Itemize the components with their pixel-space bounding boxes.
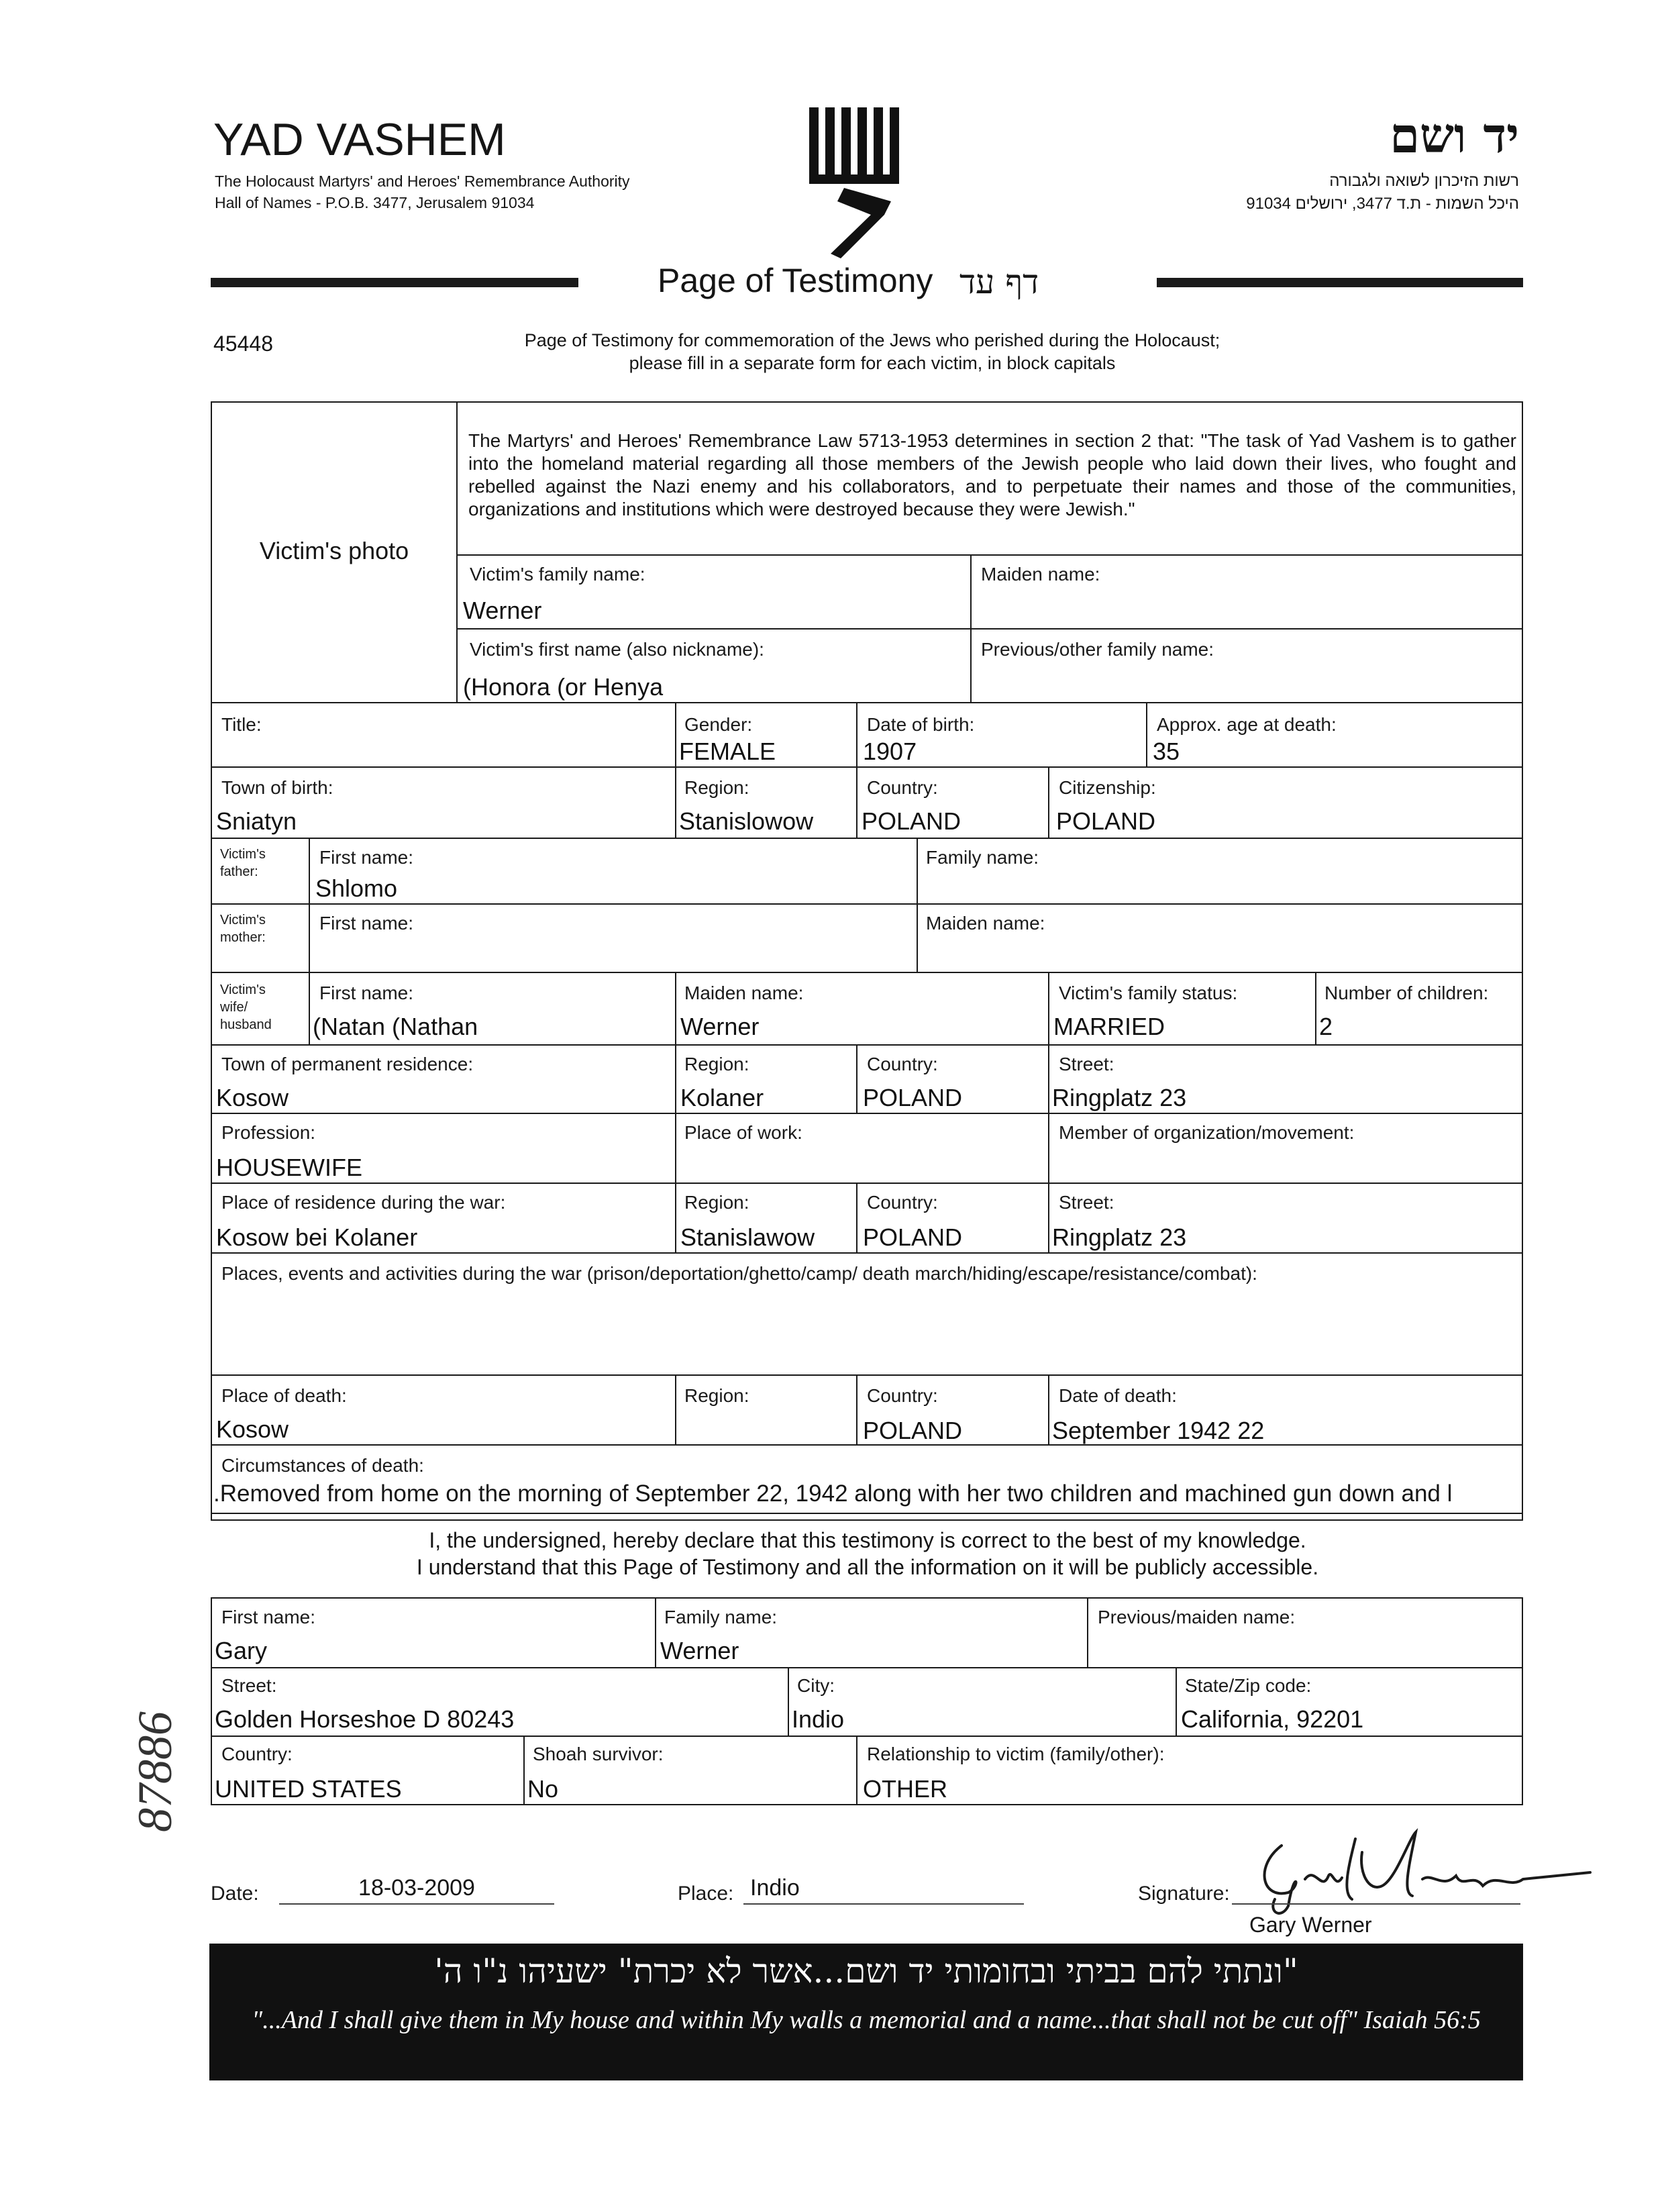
intro-line-1: Page of Testimony for commemoration of the Jews who perished during the Holocaust;: [524, 330, 1220, 350]
war-street-label: Street:: [1059, 1192, 1114, 1213]
family-status-label: Victim's family status:: [1059, 983, 1238, 1003]
signature-printed-name: Gary Werner: [1249, 1913, 1372, 1937]
father-family-name-label: Family name:: [926, 847, 1039, 868]
margin-number: 87886: [128, 1711, 182, 1832]
region-birth-value: Stanislowow: [679, 807, 814, 835]
victim-prev-family-label: Previous/other family name:: [981, 639, 1214, 660]
submitter-country-label: Country:: [221, 1744, 293, 1764]
org-name-en: YAD VASHEM: [213, 114, 506, 165]
war-residence-label: Place of residence during the war:: [221, 1192, 506, 1213]
mother-side-label-2: mother:: [220, 930, 266, 945]
spouse-maiden-name-value: Werner: [680, 1013, 760, 1040]
law-text: The Martyrs' and Heroes' Remembrance Law 5713-1953 determines in section 2 that: "The task of Yad Vashem is to gather into the homeland material regarding all those members of the Jewish people who laid down their lives, who fought and rebelled against the Nazi enemy and his collaborators, and to perpetuate their names and those of the communities, organizations and institutions which were destroyed because they were Jewish.": [468, 430, 1516, 519]
death-place-label: Place of death:: [221, 1385, 347, 1406]
submitter-first-name-value: Gary: [215, 1637, 268, 1664]
header-rule-right: [1157, 278, 1523, 287]
org-address-he: היכל השמות - ת.ד 3477, ירושלים 91034: [1246, 195, 1519, 213]
yad-vashem-menorah-icon: [804, 101, 918, 262]
declaration-line-1: I, the undersigned, hereby declare that this testimony is correct to the best of my knowledge.: [429, 1528, 1306, 1552]
profession-label: Profession:: [221, 1122, 316, 1143]
place-label: Place:: [678, 1882, 734, 1905]
age-value: 35: [1153, 738, 1180, 765]
victim-photo-label: Victim's photo: [259, 537, 409, 564]
victim-first-name-label: Victim's first name (also nickname):: [470, 639, 764, 660]
date-label: Date:: [211, 1882, 259, 1905]
spouse-first-name-label: First name:: [319, 983, 414, 1003]
death-date-label: Date of death:: [1059, 1385, 1177, 1406]
war-residence-value: Kosow bei Kolaner: [216, 1223, 418, 1251]
citizenship-label: Citizenship:: [1059, 777, 1156, 798]
family-status-value: MARRIED: [1053, 1013, 1165, 1040]
submitter-first-name-label: First name:: [221, 1607, 316, 1627]
residence-region-label: Region:: [684, 1054, 749, 1074]
header-rule-left: [211, 278, 578, 287]
relationship-label: Relationship to victim (family/other):: [867, 1744, 1165, 1764]
banner-quote-he: "ונתתי להם בביתי ובחומותי יד ושם...אשר לא יכרת" ישעיהו נ"ו ה': [434, 1952, 1298, 1991]
org-subtitle-he: רשות הזיכרון לשואה ולגבורה: [1329, 172, 1519, 190]
war-street-value: Ringplatz 23: [1052, 1223, 1187, 1251]
residence-street-label: Street:: [1059, 1054, 1114, 1074]
dob-value: 1907: [863, 738, 917, 765]
submitter-prev-label: Previous/maiden name:: [1098, 1607, 1296, 1627]
form-number: 45448: [213, 332, 273, 356]
death-circumstances-value: .Removed from home on the morning of September 22, 1942 along with her two children and machined gun down and l: [213, 1480, 1453, 1507]
spouse-side-label-1: Victim's: [220, 983, 266, 997]
victim-maiden-name-label: Maiden name:: [981, 564, 1100, 585]
form-frame: [211, 401, 1523, 1521]
page-title-he: דף עד: [959, 262, 1039, 301]
signature-label: Signature:: [1138, 1882, 1230, 1905]
death-date-value: September 1942 22: [1052, 1417, 1265, 1444]
residence-region-value: Kolaner: [680, 1084, 764, 1111]
submitter-street-label: Street:: [221, 1675, 277, 1696]
father-side-label-1: Victim's: [220, 847, 266, 862]
death-place-value: Kosow: [216, 1415, 289, 1443]
submitter-city-value: Indio: [792, 1705, 845, 1733]
victim-family-name-value: Werner: [463, 597, 542, 624]
town-birth-label: Town of birth:: [221, 777, 333, 798]
war-places-label: Places, events and activities during the war (prison/deportation/ghetto/camp/ death march/hiding/escape/resistance/combat):: [221, 1263, 1257, 1284]
declaration-line-2: I understand that this Page of Testimony and all the information on it will be publicly accessible.: [416, 1555, 1319, 1579]
gender-value: FEMALE: [679, 738, 776, 765]
submitter-street-value: Golden Horseshoe D 80243: [215, 1705, 515, 1733]
org-subtitle-en: The Holocaust Martyrs' and Heroes' Remembrance Authority: [215, 172, 630, 190]
region-birth-label: Region:: [684, 777, 749, 798]
children-value: 2: [1319, 1013, 1333, 1040]
spouse-first-name-value: (Natan (Nathan: [313, 1013, 478, 1040]
father-side-label-2: father:: [220, 864, 258, 879]
town-birth-value: Sniatyn: [216, 807, 297, 835]
submitter-state-value: California, 92201: [1181, 1705, 1364, 1733]
profession-value: HOUSEWIFE: [216, 1154, 363, 1181]
submitter-family-name-label: Family name:: [664, 1607, 778, 1627]
death-circumstances-label: Circumstances of death:: [221, 1455, 424, 1476]
spouse-side-label-3: husband: [220, 1017, 272, 1032]
intro-line-2: please fill in a separate form for each victim, in block capitals: [629, 353, 1116, 373]
residence-town-value: Kosow: [216, 1084, 289, 1111]
citizenship-value: POLAND: [1056, 807, 1156, 835]
submitter-country-value: UNITED STATES: [215, 1775, 402, 1803]
banner-quote-en: "...And I shall give them in My house and within My walls a memorial and a name...that shall not be cut off" Isaiah 56:5: [252, 2006, 1481, 2034]
submitter-family-name-value: Werner: [660, 1637, 739, 1664]
war-region-value: Stanislawow: [680, 1223, 815, 1251]
war-country-label: Country:: [867, 1192, 938, 1213]
mother-first-name-label: First name:: [319, 913, 414, 934]
member-label: Member of organization/movement:: [1059, 1122, 1355, 1143]
spouse-maiden-name-label: Maiden name:: [684, 983, 804, 1003]
relationship-value: OTHER: [863, 1775, 947, 1803]
death-region-label: Region:: [684, 1385, 749, 1406]
war-region-label: Region:: [684, 1192, 749, 1213]
title-label: Title:: [221, 714, 262, 735]
age-label: Approx. age at death:: [1157, 714, 1337, 735]
mother-side-label-1: Victim's: [220, 913, 266, 927]
place-value: Indio: [750, 1875, 800, 1901]
father-first-name-value: Shlomo: [315, 874, 398, 902]
signature-image: [1241, 1825, 1617, 1926]
father-first-name-label: First name:: [319, 847, 414, 868]
residence-country-label: Country:: [867, 1054, 938, 1074]
org-address-en: Hall of Names - P.O.B. 3477, Jerusalem 91034: [215, 194, 535, 211]
victim-first-name-value: (Honora (or Henya: [463, 673, 664, 701]
victim-family-name-label: Victim's family name:: [470, 564, 645, 585]
page-title: Page of Testimony: [658, 262, 933, 299]
date-value: 18-03-2009: [358, 1875, 475, 1901]
residence-town-label: Town of permanent residence:: [221, 1054, 474, 1074]
submitter-city-label: City:: [797, 1675, 835, 1696]
org-name-he: יד ושם: [1390, 107, 1519, 164]
death-country-label: Country:: [867, 1385, 938, 1406]
residence-street-value: Ringplatz 23: [1052, 1084, 1187, 1111]
country-birth-value: POLAND: [862, 807, 961, 835]
survivor-label: Shoah survivor:: [533, 1744, 664, 1764]
survivor-value: No: [527, 1775, 559, 1803]
work-label: Place of work:: [684, 1122, 802, 1143]
gender-label: Gender:: [684, 714, 753, 735]
children-label: Number of children:: [1324, 983, 1489, 1003]
country-birth-label: Country:: [867, 777, 938, 798]
dob-label: Date of birth:: [867, 714, 975, 735]
submitter-state-label: State/Zip code:: [1185, 1675, 1312, 1696]
residence-country-value: POLAND: [863, 1084, 963, 1111]
war-country-value: POLAND: [863, 1223, 963, 1251]
mother-maiden-name-label: Maiden name:: [926, 913, 1045, 934]
submitter-frame: [211, 1597, 1523, 1805]
spouse-side-label-2: wife/: [220, 1000, 248, 1015]
death-country-value: POLAND: [863, 1417, 963, 1444]
